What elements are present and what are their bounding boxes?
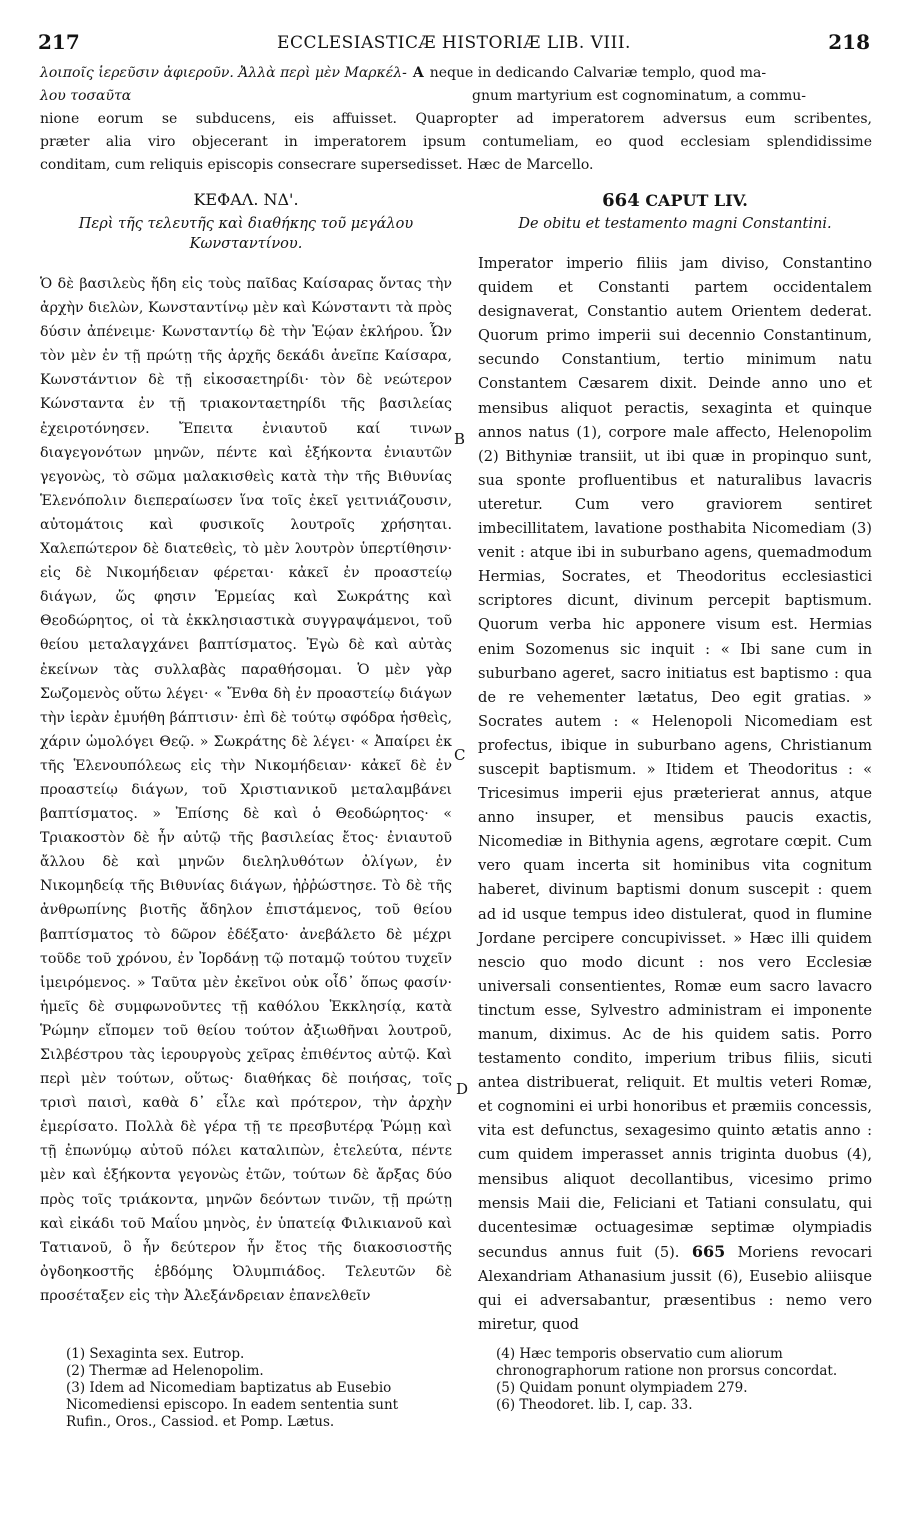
latin-chapter-title: De obitu et testamento magni Constantini. xyxy=(518,216,832,232)
latin-body-part-1: Imperator imperio filiis jam diviso, Constantino quidem et Constanti partem occidentalem designaverat, Constantio autem Orientem dederat. Quorum primo imperii sui decennio Constantinum, secundo Constantium, tertio minimum natu Constantem Cæsarem dixit. Deinde anno uno et mensibus aliquot peractis, sexaginta et quinque annos natus (1), corpore male affecto, Helenopolim (2) Bithyniæ transiit, ut ibi quæ in propinquo sunt, sua sponte profluentibus et naturalibus lavacris uteretur. Cum vero graviorem sentiret imbecillitatem, lavatione posthabita Nicomediam (3) venit : atque ibi in suburbano agens, quemadmodum Hermias, Socrates, et Theodoritus ecclesiastici scriptores dicunt, divinum percepit baptismum. Quorum verba hic apponere visum est. Hermias enim Sozomenus sic inquit : « Ibi sane cum in suburbano ageret, sacro initiatus est baptismo : qua de re vehementer lætatus, Deo egit gratias. » Socrates autem : « Helenopoli Nicomediam est profectus, ibique in suburbano agens, Christianum suscepit baptismum. » Itidem et Theodoritus : « Tricesimus imperii ejus præterierat annus, atque anno insuper, et mensibus paucis exactis, Nicomediæ in Bithynia agens, ægrotare cœpit. Cum vero quam incerta sit hominibus vita cognitum haberet, divinum baptismi donum suscepit : quem ad id usque tempus ideo distulerat, quod in flumine Jordane percipere concupivisset. » Hæc illi quidem nescio quo modo dicunt : nos vero Ecclesiæ universali consentientes, Romæ eum sacro lavacro tinctum esse, Sylvestro administram ei imponente manum, diximus. Ac de his quidem satis. Porro testamento condito, imperium tribus filiis, sicuti antea distribuerat, reliquit. Et multis veteri Romæ, et cognomini ei urbi honoribus et præmiis concessis, vita est defunctus, sexagesimo quinto ætatis anno : cum quidem imperasset annis triginta duobus (4), mensibus aliquot decollantibus, vicesimo primo mensis Maii die, Feliciani et Tatiani consulatu, qui ducentesimæ octuagesimæ septimæ olympiadis secundus annus fuit (5). xyxy=(478,255,872,1261)
intro-greek-fragment-2: λου τοσαῦτα xyxy=(40,88,132,104)
intro-latin-fragment-1: neque in dedicando Calvariæ templo, quod ma- xyxy=(429,65,767,81)
greek-body-text: Ὁ δὲ βασιλεὺς ἤδη εἰς τοὺς παῖδας Καίσαρας ὄντας τὴν ἀρχὴν διελὼν, Κωνσταντίνῳ μὲν καὶ Κώνσταντι τὰ πρὸς δύσιν ἀπένειμε· Κωνσταντίῳ δὲ τὴν Ἑῴαν ἐκλήρου. Ὧν τὸν μὲν ἐν τῇ πρώτῃ τῆς ἀρχῆς δεκάδι ἀνεῖπε Καίσαρα, Κωνστάντιον δὲ τῇ εἰκοσαετηρίδι· τὸν δὲ νεώτερον Κώνσταντα ἐν τῇ τριακονταετηρίδι τῆς βασιλείας ἐχειροτόνησεν. Ἔπειτα ἐνιαυτοῦ καί τινων διαγεγονότων μηνῶν, πέντε καὶ ἑξήκοντα ἐνιαυτῶν γεγονὼς, τὸ σῶμα μαλακισθεὶς κατὰ τὴν τῆς Βιθυνίας Ἑλενόπολιν διεπεραίωσεν ἵνα τοῖς ἐκεῖ γειτνιάζουσιν, αὐτομάτοις καὶ φυσικοῖς λουτροῖς χρήσηται. Χαλεπώτερον δὲ διατεθεὶς, τὸ μὲν λουτρὸν ὑπερτίθησιν· εἰς δὲ Νικομήδειαν φέρεται· κἀκεῖ ἐν προαστείῳ διάγων, ὥς φησιν Ἑρμείας καὶ Σωκράτης καὶ Θεοδώρητος, οἱ τὰ ἐκκλησιαστικὰ συγγραψάμενοι, τοῦ θείου μεταλαγχάνει βαπτίσματος. Ἐγὼ δὲ καὶ αὐτὰς ἐκείνων τὰς συλλαβὰς παραθήσομαι. Ὁ μὲν γὰρ Σωζομενὸς οὕτω λέγει· « Ἔνθα δὴ ἐν προαστείῳ διάγων τὴν ἱερὰν ἐμυήθη βάπτισιν· ἐπὶ δὲ τούτῳ σφόδρα ἡσθεὶς, χάριν ὡμολόγει Θεῷ. » Σωκράτης δὲ λέγει· « Ἀπαίρει ἐκ τῆς Ἑλενουπόλεως εἰς τὴν Νικομήδειαν· κἀκεῖ δὲ ἐν προαστείῳ διάγων, τοῦ Χριστιανικοῦ μεταλαμβάνει βαπτίσματος. » Ἐπίσης δὲ καὶ ὁ Θεοδώρητος· « Τριακοστὸν δὲ ἦν αὐτῷ τῆς βασιλείας ἔτος· ἐνιαυτοῦ ἄλλου δὲ καὶ μηνῶν διεληλυθότων ὀλίγων, ἐν Νικομηδείᾳ τῆς Βιθυνίας διάγων, ἠῤῥώστησε. Τὸ δὲ τῆς ἀνθρωπίνης βιοτῆς ἄδηλον ἐπιστάμενος, τοῦ θείου βαπτίσματος τὸ δῶρον ἐδέξατο· ἀνεβάλετο δὲ μέχρι τοῦδε τοῦ χρόνου, ἐν Ἰορδάνῃ τῷ ποταμῷ τούτου τυχεῖν ἱμειρόμενος. » Ταῦτα μὲν ἐκεῖνοι οὐκ οἶδ᾽ ὅπως φασίν· ἡμεῖς δὲ συμφωνοῦντες τῇ καθόλου Ἐκκλησίᾳ, κατὰ Ῥώμην εἴπομεν τοῦ θείου τούτον ἀξιωθῆναι λουτροῦ, Σιλβέστρου τὰς ἱερουργοὺς χεῖρας ἐπιθέντος αὐτῷ. Καὶ περὶ μὲν τούτων, οὕτως· διαθήκας δὲ ποιήσας, τοῖς τρισὶ παισὶ, καθὰ δ᾽ εἶλε καὶ πρότερον, τὴν ἀρχὴν ἐμερίσατο. Πολλὰ δὲ γέρα τῇ τε πρεσβυτέρᾳ Ῥώμῃ καὶ τῇ ἐπωνύμῳ αὐτοῦ πόλει καταλιπὼν, ἐτελεύτα, πέντε μὲν καὶ ἑξήκοντα γεγονὼς ἐτῶν, τούτων δὲ ἄρξας δύο πρὸς τοῖς τριάκοντα, μηνῶν δεόντων τινῶν, τῇ πρώτῃ καὶ εἰκάδι τοῦ Μαΐου μηνὸς, ἐν ὑπατείᾳ Φιλικιανοῦ καὶ Τατιανοῦ, ὃ ἦν δεύτερον ἦν ἔτος τῆς διακοσιοστῆς ὀγδοηκοστῆς ἑβδόμης Ὀλυμπιάδος. Τελευτῶν δὲ προσέταξεν εἰς τὴν Ἀλεξάνδρειαν ἐπανελθεῖν xyxy=(40,276,452,1304)
footnote-1: (1) Sexaginta sex. Eutrop. xyxy=(66,1346,245,1362)
greek-chapter-number: ΚΕΦΑΛ. ΝΔ'. xyxy=(193,190,299,209)
latin-body-part-2: Moriens revocari Alexandriam Athanasium jussit (6), Eusebio aliisque qui ei adversabantur, præsentibus : nemo vero miretur, quod xyxy=(478,1243,873,1334)
running-title: ECCLESIASTICÆ HISTORIÆ LIB. VIII. xyxy=(277,33,631,53)
page-number-left: 217 xyxy=(38,30,80,54)
footnote-3: (3) Idem ad Nicomediam baptizatus ab Eusebio Nicomediensi episcopo. In eadem sententia sunt Rufin., Oros., Cassiod. et Pomp. Lætus. xyxy=(66,1380,399,1430)
margin-marker-c: C xyxy=(454,746,466,764)
footnote-5: (5) Quidam ponunt olympiadem 279. xyxy=(496,1380,748,1396)
greek-column xyxy=(40,190,452,1308)
footnotes-right xyxy=(496,1346,874,1414)
intro-greek-fragment-1: λοιποῖς ἱερεῦσιν ἀφιεροῦν. Ἀλλὰ περὶ μὲν Μαρκέλ- xyxy=(40,65,407,81)
margin-marker-a: A xyxy=(412,65,424,81)
page-number-right: 218 xyxy=(828,30,870,54)
margin-marker-d: D xyxy=(456,1080,469,1098)
greek-chapter-title: Περὶ τῆς τελευτῆς καὶ διαθήκης τοῦ μεγάλου Κωνσταντίνου. xyxy=(78,216,414,252)
intro-line-4: præter alia viro objecerant in imperatorem ipsum contumeliam, eo quod ecclesiam splendidissime xyxy=(40,134,872,150)
intro-paragraph xyxy=(40,62,872,177)
intro-line-3: nione eorum se subducens, eis affuisset. Quapropter ad imperatorem adversus eum scribentes, xyxy=(40,111,872,127)
page-header xyxy=(38,30,870,56)
intro-line-2 xyxy=(40,85,872,108)
footnotes-left xyxy=(66,1346,446,1431)
footnote-2: (2) Thermæ ad Helenopolim. xyxy=(66,1363,264,1379)
latin-body-text xyxy=(478,252,872,1337)
intro-latin-fragment-2: gnum martyrium est cognominatum, a commu- xyxy=(472,88,807,104)
column-number-664: 664 xyxy=(602,190,640,211)
latin-chapter-heading xyxy=(478,190,872,214)
margin-marker-b: B xyxy=(454,430,466,448)
column-number-665: 665 xyxy=(691,1241,726,1261)
intro-line-5: conditam, cum reliquis episcopis consecrare supersedisset. Hæc de Marcello. xyxy=(40,157,594,173)
latin-column xyxy=(478,190,872,1337)
intro-line-1 xyxy=(40,62,872,85)
latin-chapter-number: CAPUT LIV. xyxy=(645,191,748,210)
footnote-6: (6) Theodoret. lib. I, cap. 33. xyxy=(496,1397,693,1413)
footnote-4: (4) Hæc temporis observatio cum aliorum chronographorum ratione non prorsus concordat. xyxy=(496,1346,838,1379)
